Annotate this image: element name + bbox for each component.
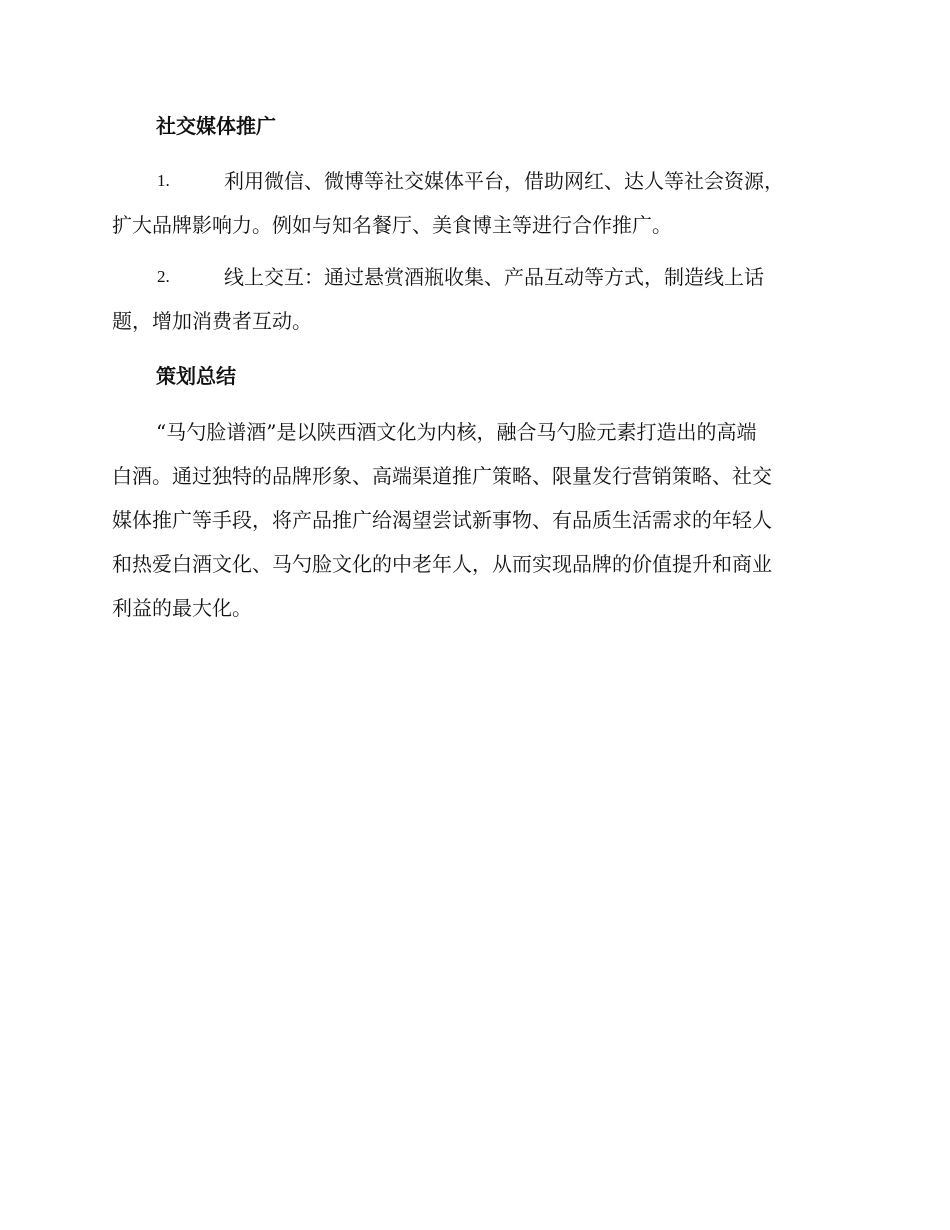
summary-paragraph <box>112 410 842 630</box>
paragraph-line: 和热爱白酒文化、马勺脸文化的中老年人，从而实现品牌的价值提升和商业 <box>112 552 772 576</box>
list-item-number: 1. <box>157 171 170 190</box>
paragraph-line: “马勺脸谱酒”是以陕西酒文化为内核，融合马勺脸元素打造出的高端 <box>156 420 757 444</box>
list-item-number: 2. <box>157 267 170 286</box>
section-heading-social-media: 社交媒体推广 <box>156 114 276 138</box>
list-item-text-line: 利用微信、微博等社交媒体平台，借助网红、达人等社会资源， <box>224 169 784 193</box>
paragraph-line: 白酒。通过独特的品牌形象、高端渠道推广策略、限量发行营销策略、社交 <box>112 464 772 488</box>
paragraph-line: 利益的最大化。 <box>112 596 252 620</box>
list-item-2 <box>112 255 842 343</box>
list-item-text-line: 题，增加消费者互动。 <box>112 309 312 333</box>
list-item-text-line: 线上交互：通过悬赏酒瓶收集、产品互动等方式，制造线上话 <box>224 265 764 289</box>
paragraph-line: 媒体推广等手段，将产品推广给渴望尝试新事物、有品质生活需求的年轻人 <box>112 508 772 532</box>
list-item-text-line: 扩大品牌影响力。例如与知名餐厅、美食博主等进行合作推广。 <box>112 213 672 237</box>
section-heading-summary: 策划总结 <box>156 364 236 388</box>
list-item-1 <box>112 159 842 247</box>
